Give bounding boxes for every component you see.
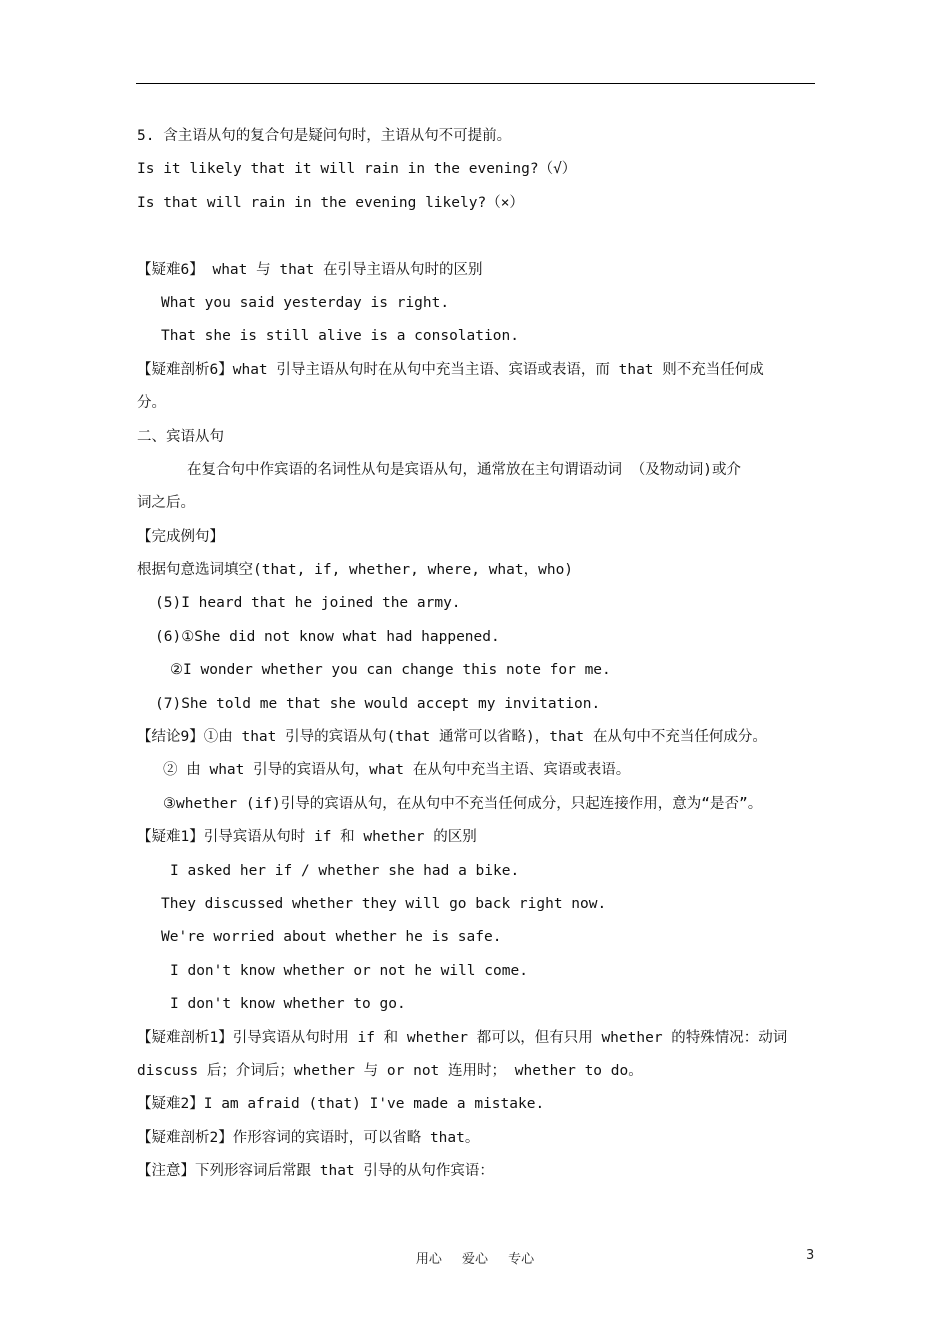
example-7: (7)She told me that she would accept my invitation. bbox=[155, 695, 601, 712]
difficulty-6-example-1: What you said yesterday is right. bbox=[161, 294, 450, 311]
difficulty-1-heading: 【疑难1】引导宾语从句时 if 和 whether 的区别 bbox=[137, 829, 477, 846]
page-number: 3 bbox=[806, 1248, 815, 1263]
conclusion-9-1: 【结论9】①由 that 引导的宾语从句(that 通常可以省略)，that 在从句中不充当任何成分。 bbox=[137, 729, 767, 746]
section-object-clause: 二、宾语从句 bbox=[137, 428, 224, 445]
example-wrong: Is that will rain in the evening likely?（×） bbox=[137, 194, 524, 211]
difficulty-1-example-2: They discussed whether they will go back right now. bbox=[161, 895, 607, 912]
footer-text-2: 爱心 bbox=[461, 1252, 488, 1267]
analysis-6-cont: 分。 bbox=[137, 395, 166, 412]
difficulty-2: 【疑难2】I am afraid (that) I've made a mistake. bbox=[137, 1096, 545, 1113]
analysis-6: 【疑难剖析6】what 引导主语从句时在从句中充当主语、宾语或表语，而 that 则不充当任何成 bbox=[137, 361, 764, 378]
analysis-1-cont: discuss 后；介词后；whether 与 or not 连用时； whether to do。 bbox=[137, 1062, 643, 1079]
footer-text-1: 用心 bbox=[415, 1252, 442, 1267]
conclusion-9-3: ③whether (if)引导的宾语从句，在从句中不充当任何成分，只起连接作用，意为“是否”。 bbox=[163, 795, 763, 812]
header-rule bbox=[136, 83, 815, 84]
analysis-1: 【疑难剖析1】引导宾语从句时用 if 和 whether 都可以，但有只用 whether 的特殊情况：动词 bbox=[137, 1029, 788, 1046]
note-heading: 【注意】下列形容词后常跟 that 引导的从句作宾语： bbox=[137, 1163, 494, 1180]
object-clause-definition: 在复合句中作宾语的名词性从句是宾语从句，通常放在主句谓语动词 （及物动词)或介 bbox=[187, 461, 741, 478]
fill-in-instruction: 根据句意选词填空(that, if, whether, where, what，who) bbox=[137, 562, 574, 579]
object-clause-definition-cont: 词之后。 bbox=[137, 495, 195, 512]
conclusion-9-2: ② 由 what 引导的宾语从句，what 在从句中充当主语、宾语或表语。 bbox=[163, 762, 631, 779]
point-5: 5. 含主语从句的复合句是疑问句时，主语从句不可提前。 bbox=[137, 128, 512, 144]
difficulty-1-example-5: I don't know whether to go. bbox=[170, 996, 406, 1013]
complete-examples-heading: 【完成例句】 bbox=[137, 528, 224, 545]
page-content bbox=[137, 120, 827, 1189]
difficulty-6-heading: 【疑难6】 what 与 that 在引导主语从句时的区别 bbox=[137, 261, 483, 278]
footer-text-3: 专心 bbox=[508, 1252, 535, 1267]
example-6-2: ②I wonder whether you can change this note for me. bbox=[170, 662, 611, 679]
difficulty-1-example-1: I asked her if / whether she had a bike. bbox=[170, 862, 520, 879]
blank-line bbox=[137, 220, 827, 253]
difficulty-6-example-2: That she is still alive is a consolation. bbox=[161, 328, 519, 345]
example-5: (5)I heard that he joined the army. bbox=[155, 595, 461, 612]
analysis-2: 【疑难剖析2】作形容词的宾语时，可以省略 that。 bbox=[137, 1129, 480, 1146]
difficulty-1-example-4: I don't know whether or not he will come. bbox=[170, 962, 528, 979]
example-correct: Is it likely that it will rain in the evening?（√） bbox=[137, 161, 577, 178]
difficulty-1-example-3: We're worried about whether he is safe. bbox=[161, 929, 502, 946]
example-6-1: (6)①She did not know what had happened. bbox=[155, 628, 500, 645]
